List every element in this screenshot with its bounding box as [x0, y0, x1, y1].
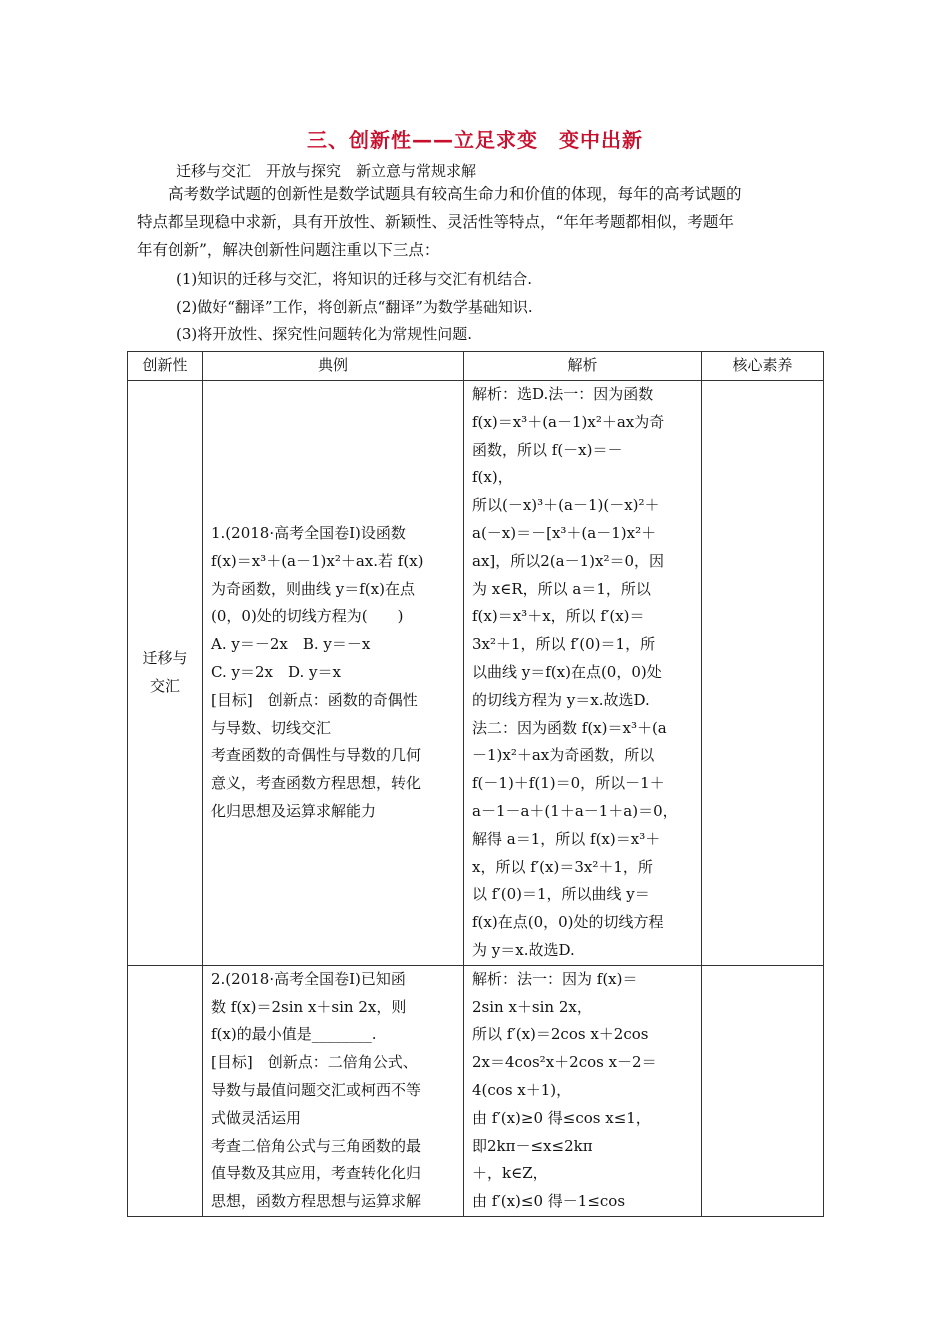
analysis-line: 2x＝4cos²x＋2cos x－2＝	[472, 1053, 657, 1072]
category-cell	[128, 381, 203, 966]
analysis-line: ax]，所以2(a－1)x²＝0，因	[472, 551, 665, 570]
table-row	[128, 965, 824, 1216]
point-3: (3)将开放性、探究性问题转化为常规性问题.	[176, 325, 473, 343]
example-line: 值导数及其应用，考查转化化归	[211, 1164, 422, 1183]
example-line: (0，0)处的切线方程为( )	[211, 607, 404, 626]
example-line: 思想，函数方程思想与运算求解	[211, 1192, 422, 1211]
analysis-line: 解得 a＝1，所以 f(x)＝x³＋	[472, 829, 661, 848]
example-line: 意义，考查函数方程思想，转化	[211, 774, 422, 793]
page-title: 三、创新性——立足求变 变中出新	[307, 128, 643, 152]
analysis-line: 2sin x＋sin 2x，	[472, 997, 592, 1016]
example-line: 化归思想及运算求解能力	[211, 801, 377, 820]
analysis-line: 解析：选D.法一：因为函数	[472, 385, 654, 403]
category-line: 迁移与	[142, 649, 188, 668]
example-line: 2.(2018·高考全国卷Ⅰ)已知函	[211, 969, 406, 988]
point-1: (1)知识的迁移与交汇，将知识的迁移与交汇有机结合.	[176, 270, 533, 288]
core-literacy-cell	[702, 965, 824, 1216]
analysis-line: 由 f′(x)≤0 得－1≤cos	[472, 1192, 626, 1211]
analysis-line: a(－x)＝－[x³＋(a－1)x²＋	[472, 523, 657, 542]
category-line: 交汇	[149, 676, 180, 695]
innovation-table	[127, 351, 824, 1217]
intro-line: 高考数学试题的创新性是数学试题具有较高生命力和价值的体现，每年的高考试题的	[168, 185, 742, 203]
table-row	[128, 381, 824, 966]
analysis-cell	[464, 965, 702, 1216]
analysis-line: 即2kπ－≤x≤2kπ	[472, 1136, 593, 1155]
analysis-line: 的切线方程为 y＝x.故选D.	[472, 690, 650, 709]
point-2: (2)做好“翻译”工作，将创新点“翻译”为数学基础知识.	[176, 298, 533, 316]
example-line: f(x)＝x³＋(a－1)x²＋ax.若 f(x)	[211, 551, 424, 570]
example-line: 1.(2018·高考全国卷Ⅰ)设函数	[211, 523, 406, 542]
example-line: A. y＝－2x B. y＝－x	[211, 635, 371, 654]
analysis-line: x，所以 f′(x)＝3x²＋1，所	[472, 857, 653, 876]
analysis-line: a－1－a＋(1＋a－1＋a)＝0，	[472, 801, 678, 820]
analysis-line: 所以 f′(x)＝2cos x＋2cos	[472, 1025, 649, 1044]
example-line: 为奇函数，则曲线 y＝f(x)在点	[211, 579, 415, 598]
header-core-literacy: 核心素养	[702, 352, 824, 381]
analysis-line: 以曲线 y＝f(x)在点(0，0)处	[472, 662, 662, 681]
analysis-line: 4(cos x＋1)，	[472, 1080, 572, 1099]
analysis-line: －1)x²＋ax为奇函数，所以	[472, 746, 655, 765]
analysis-line: 3x²＋1，所以 f′(0)＝1，所	[472, 635, 656, 654]
example-cell	[203, 381, 464, 966]
category-cell	[128, 965, 203, 1216]
analysis-line: 法二：因为函数 f(x)＝x³＋(a	[472, 718, 667, 737]
header-innovation: 创新性	[128, 352, 203, 381]
example-line: [目标] 创新点：函数的奇偶性	[211, 690, 418, 709]
analysis-line: 为 y＝x.故选D.	[472, 940, 575, 959]
analysis-line: f(－1)＋f(1)＝0，所以－1＋	[472, 774, 665, 793]
analysis-line: 由 f′(x)≥0 得≤cos x≤1，	[472, 1108, 651, 1127]
analysis-line: 所以(－x)³＋(a－1)(－x)²＋	[472, 496, 660, 515]
analysis-line: f(x)，	[472, 468, 513, 487]
analysis-line: ＋，k∈Z，	[472, 1164, 548, 1183]
example-line: C. y＝2x D. y＝x	[211, 662, 341, 681]
analysis-line: f(x)＝x³＋(a－1)x²＋ax为奇	[472, 412, 665, 431]
example-line: 与导数、切线交汇	[211, 718, 332, 737]
header-example: 典例	[203, 352, 464, 381]
subtitle: 迁移与交汇 开放与探究 新立意与常规求解	[176, 162, 477, 180]
example-line: 考查二倍角公式与三角函数的最	[211, 1136, 422, 1155]
intro-paragraph	[137, 180, 817, 264]
example-line: [目标] 创新点：二倍角公式、	[211, 1053, 418, 1072]
analysis-line: 函数，所以 f(－x)＝－	[472, 440, 623, 459]
analysis-line: f(x)＝x³＋x，所以 f′(x)＝	[472, 607, 645, 626]
intro-line: 特点都呈现稳中求新，具有开放性、新颖性、灵活性等特点，“年年考题都相似，考题年	[137, 213, 734, 231]
analysis-line: 为 x∈R，所以 a＝1，所以	[472, 579, 651, 598]
table-header-row	[128, 352, 824, 381]
analysis-line: f(x)在点(0，0)处的切线方程	[472, 913, 664, 932]
example-line: f(x)的最小值是________.	[211, 1025, 377, 1044]
analysis-line: 解析：法一：因为 f(x)＝	[472, 969, 638, 988]
analysis-line: 以 f′(0)＝1，所以曲线 y＝	[472, 885, 650, 904]
header-analysis: 解析	[464, 352, 702, 381]
example-line: 考查函数的奇偶性与导数的几何	[211, 746, 422, 765]
example-line: 导数与最值问题交汇或柯西不等	[211, 1080, 422, 1099]
example-line: 式做灵活运用	[211, 1108, 302, 1127]
analysis-cell	[464, 381, 702, 966]
intro-line: 年有创新”，解决创新性问题注重以下三点：	[137, 241, 440, 259]
example-cell	[203, 965, 464, 1216]
core-literacy-cell	[702, 381, 824, 966]
example-line: 数 f(x)＝2sin x＋sin 2x，则	[211, 997, 407, 1016]
